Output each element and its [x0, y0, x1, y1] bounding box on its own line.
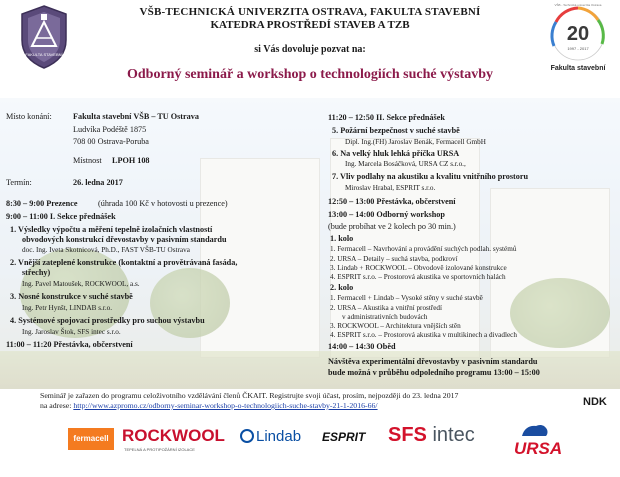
talk-4-speaker: Ing. Jaroslav Štok, SFS intec s.r.o.	[22, 328, 121, 336]
round-1-item-2: 2. URSA – Detaily – suchá stavba, podkroví	[330, 255, 458, 263]
talk-3-speaker: Ing. Petr Hynšt, LINDAB s.r.o.	[22, 304, 113, 312]
rockwool-tagline: TEPELNÁ A PROTIPOŽÁRNÍ IZOLACE	[124, 447, 195, 452]
fermacell-logo	[68, 428, 114, 450]
intec-text: intec	[432, 424, 475, 446]
university-name: VŠB-TECHNICKÁ UNIVERZITA OSTRAVA, FAKULTA STAVEBNÍ	[139, 6, 481, 18]
workshop-heading: 13:00 – 14:00 Odborný workshop	[328, 210, 445, 219]
ndk-logo: NDK	[583, 396, 607, 408]
header	[0, 0, 620, 110]
rockwool-logo	[122, 426, 225, 446]
round-2-item-3: 3. ROCKWOOL – Architektura vnějších stěn	[330, 322, 461, 330]
talk-6-title: 6. Na velký hluk lehká příčka URSA	[332, 149, 460, 158]
break-2: 12:50 – 13:00 Přestávka, občerstvení	[328, 197, 456, 206]
talk-7-title: 7. Vliv podlahy na akustiku a kvalitu vnitřního prostoru	[332, 172, 529, 181]
ursa-bear-icon	[520, 422, 550, 438]
lindab-ring-icon	[240, 429, 254, 443]
venue-street: Ludvíka Podéště 1875	[73, 125, 147, 134]
sfs-text: SFS	[388, 424, 427, 446]
break-1: 11:00 – 11:20 Přestávka, občerstvení	[6, 340, 133, 349]
event-date: 26. ledna 2017	[73, 178, 123, 187]
registration-text: Seminář je zařazen do programu celoživotního vzdělávání členů ČKAIT. Registrujte svoji účast, prosím, nejpozději do 23. ledna 2017	[40, 391, 459, 400]
talk-1-speaker: doc. Ing. Iveta Skotnicová, Ph.D., FAST VŠB-TU Ostrava	[22, 246, 190, 254]
round-2-item-2-cont: v administrativních budovách	[342, 313, 428, 321]
round-2-item-4: 4. ESPRIT s.r.o. – Prostorová akustika v multikinech a divadlech	[330, 331, 517, 339]
registration-link-line	[40, 401, 580, 411]
talk-5-title: 5. Požární bezpečnost v suché stavbě	[332, 126, 460, 135]
venue-name: Fakulta stavební VŠB – TU Ostrava	[73, 112, 199, 121]
registration-link[interactable]: http://www.azpromo.cz/odborny-seminar-workshop-o-technologiich-suche-stavby-21-1-2016-66/	[73, 401, 378, 410]
round-1-item-1: 1. Fermacell – Navrhování a provádění suchých podlah. systémů	[330, 245, 517, 253]
room-number: LPOH 108	[112, 156, 150, 165]
talk-6-speaker: Ing. Marcela Bosáčková, URSA CZ s.r.o.,	[345, 160, 466, 168]
round-1-item-4: 4. ESPRIT s.r.o. – Prostorová akustika ve sportovních halách	[330, 273, 506, 281]
lunch: 14:00 – 14:30 Oběd	[328, 342, 396, 351]
talk-5-speaker: Dipl. Ing.(FH) Jaroslav Benák, Fermacell GmbH	[345, 138, 486, 146]
round-2-item-1: 1. Fermacell + Lindab – Vysoké stěny v suché stavbě	[330, 294, 483, 302]
event-title: Odborný seminář a workshop o technologiích suché výstavby	[127, 67, 493, 82]
venue-city: 708 00 Ostrava-Poruba	[73, 137, 149, 146]
talk-2-title-cont: střechy)	[22, 268, 51, 277]
room-label: Místnost	[73, 156, 102, 165]
talk-4-title: 4. Systémové spojovací prostředky pro suchou výstavbu	[10, 316, 205, 325]
esprit-text: ESPRIT	[322, 430, 366, 444]
registration-note-block	[40, 391, 580, 411]
registration-time: 8:30 – 9:00 Prezence	[6, 199, 78, 208]
invitation-line: si Vás dovoluje pozvat na:	[254, 44, 366, 55]
talk-1-title: 1. Výsledky výpočtu a měření tepelně izolačních vlastností	[10, 225, 213, 234]
talk-2-speaker: Ing. Pavel Matoušek, ROCKWOOL, a.s.	[22, 280, 140, 288]
anniversary-logo	[540, 2, 616, 74]
section-2-heading: 11:20 – 12:50 II. Sekce přednášek	[328, 113, 445, 122]
lindab-text: Lindab	[256, 428, 302, 445]
ursa-text: URSA	[514, 439, 563, 458]
lindab-logo	[240, 428, 301, 445]
talk-2-title: 2. Vnější zateplené konstrukce (kontaktní a provětrávaná fasáda,	[10, 258, 238, 267]
venue-label: Místo konání:	[6, 112, 52, 121]
anniversary-ring-text: VŠB - Technická univerzita Ostrava	[554, 3, 602, 7]
section-1-heading: 9:00 – 11:00 I. Sekce přednášek	[6, 212, 116, 221]
anniversary-years: 1997 - 2017	[567, 46, 589, 51]
registration-note: (úhrada 100 Kč v hotovosti u prezence)	[98, 199, 228, 208]
link-prefix: na adrese:	[40, 401, 72, 410]
shield-caption: FAKULTA STAVEBNÍ	[25, 52, 63, 57]
date-label: Termín:	[6, 178, 32, 187]
round-1-label: 1. kolo	[330, 234, 354, 243]
talk-1-title-cont: obvodových konstrukcí dřevostavby v pasivním standardu	[22, 235, 227, 244]
talk-3-title: 3. Nosné konstrukce v suché stavbě	[10, 292, 133, 301]
visit-line-1: Návštěva experimentální dřevostavby v pasivním standardu	[328, 357, 538, 366]
sfs-intec-logo	[388, 424, 475, 447]
talk-7-speaker: Miroslav Hrabal, ESPRIT s.r.o.	[345, 184, 436, 192]
rockwool-text: ROCKWOOL	[122, 426, 225, 445]
partner-logos	[0, 420, 620, 477]
fermacell-text: fermacell	[73, 434, 109, 443]
anniversary-number: 20	[566, 23, 590, 45]
round-2-item-2: 2. URSA – Akustika a vnitřní prostředí	[330, 304, 443, 312]
round-1-item-3: 3. Lindab + ROCKWOOL – Obvodově izolované konstrukce	[330, 264, 507, 272]
round-2-label: 2. kolo	[330, 283, 354, 292]
ursa-logo	[512, 422, 562, 462]
anniversary-caption: Fakulta stavební	[550, 65, 606, 72]
workshop-note: (bude probíhat ve 2 kolech po 30 min.)	[328, 222, 456, 231]
esprit-logo	[322, 430, 365, 444]
department-name: KATEDRA PROSTŘEDÍ STAVEB A TZB	[210, 19, 410, 31]
visit-line-2: bude možná v průběhu odpoledního programu 13:00 – 15:00	[328, 368, 540, 377]
